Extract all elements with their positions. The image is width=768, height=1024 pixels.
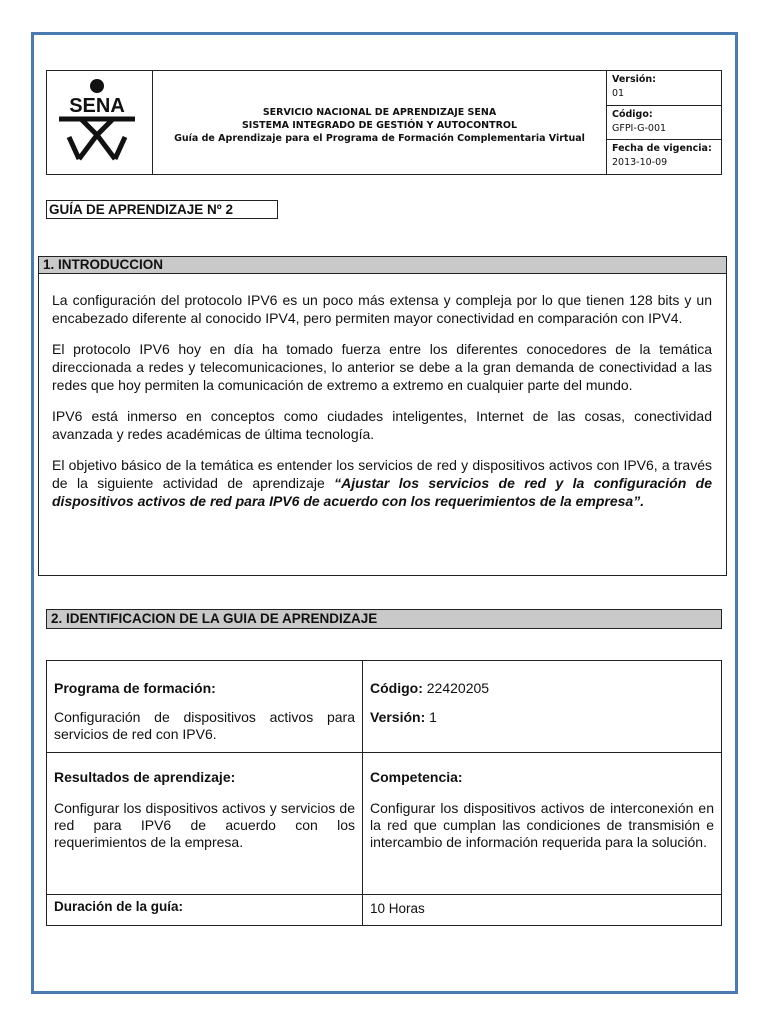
competence-cell	[363, 753, 721, 894]
date-label: Fecha de vigencia:	[612, 143, 712, 155]
program-version-value: 1	[429, 709, 437, 725]
learning-activity-title: “Ajustar los servicios de red y la configuración de dispositivos activos de red para IPV6 de acuerdo con los requerimientos de la empresa”.	[52, 475, 713, 509]
table-row	[47, 753, 721, 895]
results-cell	[47, 753, 363, 894]
guide-title: GUÍA DE APRENDIZAJE Nº 2	[46, 200, 278, 219]
date-value: 2013-10-09	[612, 157, 668, 169]
program-value: Configuración de dispositivos activos para servicios de red con IPV6.	[54, 709, 355, 742]
duration-label-cell	[47, 895, 363, 925]
table-row	[47, 895, 721, 925]
intro-paragraph-1: La configuración del protocolo IPV6 es un poco más extensa y compleja por lo que tienen 128 bits y un encabezado diferente al conocido IPV4, pero permiten mayor conectividad en comparación con IPV4.	[52, 292, 712, 326]
introduction-body	[39, 274, 726, 510]
program-cell	[47, 661, 363, 752]
introduction-heading: 1. INTRODUCCION	[39, 257, 726, 274]
program-version	[370, 709, 714, 726]
program-code-value: 22420205	[426, 680, 490, 696]
version-block	[607, 71, 721, 106]
intro-paragraph-2: El protocolo IPV6 hoy en día ha tomado fuerza entre los diferentes conocedores de la temática direccionada a redes y telecomunicaciones, lo anterior se debe a la gran demanda de conectividad a las redes que hoy permiten la comunicación de extremo a extremo en cualquier parte del mundo.	[52, 341, 712, 393]
version-value: 01	[612, 88, 625, 99]
program-version-label: Versión:	[370, 709, 426, 725]
identification-heading: 2. IDENTIFICACION DE LA GUIA DE APRENDIZAJE	[46, 609, 722, 629]
org-system: SISTEMA INTEGRADO DE GESTIÓN Y AUTOCONTROL	[241, 120, 518, 131]
program-code	[370, 680, 714, 697]
program-code-label: Código:	[370, 680, 423, 696]
sena-logo	[51, 75, 149, 171]
duration-value-cell	[363, 895, 721, 925]
results-value: Configurar los dispositivos activos y servicios de red para IPV6 de acuerdo con los requerimientos de la empresa.	[54, 800, 355, 850]
identification-table	[46, 660, 722, 926]
duration-value: 10 Horas	[370, 901, 425, 916]
header-title-cell	[153, 71, 607, 174]
header-meta-cell	[607, 71, 721, 174]
logo-cell	[47, 71, 153, 174]
competence-value: Configurar los dispositivos activos de interconexión en la red que cumplan las condiciones de transmisión e intercambio de información requerida para la solución.	[370, 800, 714, 850]
intro-paragraph-3: IPV6 está inmerso en conceptos como ciudades inteligentes, Internet de las cosas, conectividad avanzada y redes académicas de última tecnología.	[52, 408, 712, 442]
intro-paragraph-4	[52, 456, 712, 510]
document-header	[46, 70, 722, 175]
logo-text: SENA	[69, 95, 125, 117]
introduction-section	[38, 256, 727, 576]
code-version-cell	[363, 661, 721, 752]
guide-program-line: Guía de Aprendizaje para el Programa de Formación Complementaria Virtual	[174, 133, 585, 144]
competence-label: Competencia:	[370, 769, 463, 785]
code-block	[607, 106, 721, 141]
results-label: Resultados de aprendizaje:	[54, 769, 236, 785]
table-row	[47, 661, 721, 753]
intro-paragraph-4-text: El objetivo básico de la temática es entender los servicios de red y dispositivos activos con IPV6, a través de la siguiente actividad de aprendizaje	[52, 457, 712, 491]
org-name: SERVICIO NACIONAL DE APRENDIZAJE SENA	[262, 107, 497, 118]
version-label: Versión:	[612, 74, 656, 85]
code-value: GFPI-G-001	[612, 122, 667, 134]
duration-label: Duración de la guía:	[54, 899, 184, 914]
date-block	[607, 140, 721, 174]
code-label: Código:	[612, 108, 653, 120]
program-label: Programa de formación:	[54, 680, 216, 696]
